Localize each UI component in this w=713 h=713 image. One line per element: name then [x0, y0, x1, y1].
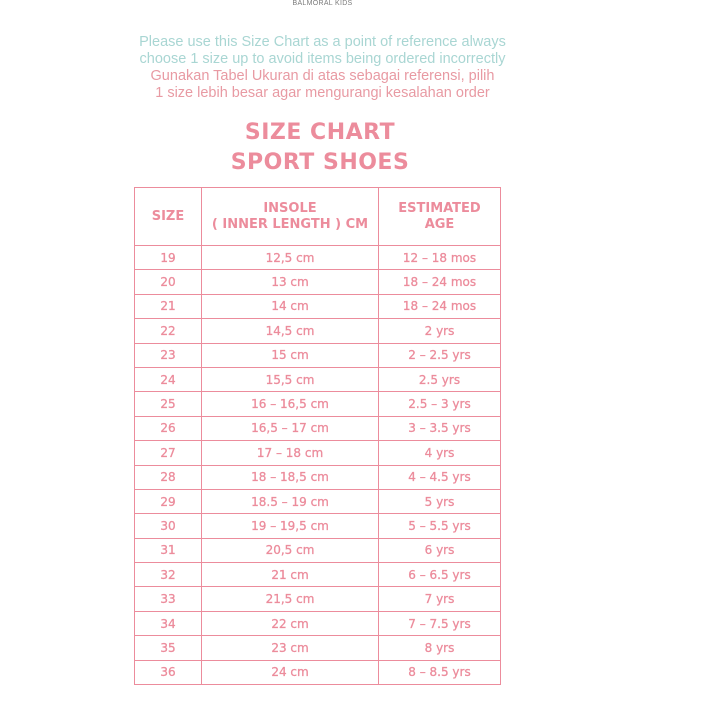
table-row	[135, 538, 501, 562]
cell-size: 26	[135, 416, 202, 440]
notice-indonesian-line: Gunakan Tabel Ukuran di atas sebagai referensi, pilih	[150, 68, 495, 84]
cell-age: 2 yrs	[379, 319, 501, 343]
cell-age: 8 yrs	[379, 636, 501, 660]
cell-size: 27	[135, 441, 202, 465]
chart-subtitle: SPORT SHOES	[230, 150, 410, 175]
notice-english-line: Please use this Size Chart as a point of reference always	[139, 34, 506, 50]
cell-insole: 12,5 cm	[202, 246, 379, 270]
cell-size: 30	[135, 514, 202, 538]
cell-age: 2.5 yrs	[379, 367, 501, 391]
notice-english	[0, 34, 645, 68]
cell-size: 25	[135, 392, 202, 416]
header-size	[135, 188, 202, 246]
brand-logo-text: BALMORAL KIDS	[292, 0, 353, 7]
cell-insole: 18.5 – 19 cm	[202, 489, 379, 513]
cell-age: 8 – 8.5 yrs	[379, 660, 501, 684]
table-row	[135, 636, 501, 660]
cell-insole: 17 – 18 cm	[202, 441, 379, 465]
cell-size: 19	[135, 246, 202, 270]
cell-size: 34	[135, 611, 202, 635]
cell-age: 4 – 4.5 yrs	[379, 465, 501, 489]
cell-insole: 13 cm	[202, 270, 379, 294]
notice-english-line: choose 1 size up to avoid items being ordered incorrectly	[139, 51, 506, 67]
cell-insole: 15 cm	[202, 343, 379, 367]
cell-size: 20	[135, 270, 202, 294]
cell-age: 3 – 3.5 yrs	[379, 416, 501, 440]
table-row	[135, 514, 501, 538]
table-row	[135, 270, 501, 294]
table-header-row	[135, 188, 501, 246]
table-row	[135, 563, 501, 587]
cell-age: 7 yrs	[379, 587, 501, 611]
cell-age: 18 – 24 mos	[379, 294, 501, 318]
header-age-line2: AGE	[424, 216, 455, 232]
table-row	[135, 416, 501, 440]
cell-size: 31	[135, 538, 202, 562]
cell-insole: 14 cm	[202, 294, 379, 318]
cell-age: 5 yrs	[379, 489, 501, 513]
cell-insole: 16 – 16,5 cm	[202, 392, 379, 416]
cell-age: 18 – 24 mos	[379, 270, 501, 294]
table-row	[135, 611, 501, 635]
cell-insole: 15,5 cm	[202, 367, 379, 391]
table-row	[135, 343, 501, 367]
cell-age: 4 yrs	[379, 441, 501, 465]
header-age-line1: ESTIMATED	[398, 200, 481, 216]
table-row	[135, 392, 501, 416]
cell-age: 7 – 7.5 yrs	[379, 611, 501, 635]
cell-size: 29	[135, 489, 202, 513]
cell-size: 22	[135, 319, 202, 343]
cell-insole: 18 – 18,5 cm	[202, 465, 379, 489]
cell-insole: 21,5 cm	[202, 587, 379, 611]
cell-insole: 23 cm	[202, 636, 379, 660]
cell-size: 32	[135, 563, 202, 587]
header-estimated-age	[379, 188, 501, 246]
cell-age: 2.5 – 3 yrs	[379, 392, 501, 416]
cell-size: 24	[135, 367, 202, 391]
cell-size: 23	[135, 343, 202, 367]
notice-indonesian	[0, 68, 645, 102]
cell-age: 5 – 5.5 yrs	[379, 514, 501, 538]
header-insole	[202, 188, 379, 246]
cell-insole: 16,5 – 17 cm	[202, 416, 379, 440]
header-insole-line1: INSOLE	[263, 200, 317, 216]
cell-insole: 19 – 19,5 cm	[202, 514, 379, 538]
cell-size: 36	[135, 660, 202, 684]
cell-age: 2 – 2.5 yrs	[379, 343, 501, 367]
table-row	[135, 441, 501, 465]
cell-size: 28	[135, 465, 202, 489]
cell-size: 33	[135, 587, 202, 611]
cell-size: 35	[135, 636, 202, 660]
table-row	[135, 489, 501, 513]
table-row	[135, 587, 501, 611]
table-row	[135, 660, 501, 684]
cell-age: 6 – 6.5 yrs	[379, 563, 501, 587]
table-row	[135, 294, 501, 318]
table-row	[135, 246, 501, 270]
cell-age: 12 – 18 mos	[379, 246, 501, 270]
cell-insole: 22 cm	[202, 611, 379, 635]
cell-age: 6 yrs	[379, 538, 501, 562]
cell-insole: 21 cm	[202, 563, 379, 587]
table-row	[135, 465, 501, 489]
cell-insole: 14,5 cm	[202, 319, 379, 343]
table-row	[135, 367, 501, 391]
table-row	[135, 319, 501, 343]
header-size-label: SIZE	[151, 208, 185, 224]
cell-insole: 20,5 cm	[202, 538, 379, 562]
header-insole-line2: ( INNER LENGTH ) CM	[211, 216, 369, 232]
size-chart-table	[134, 187, 501, 685]
cell-size: 21	[135, 294, 202, 318]
table-body	[135, 246, 501, 685]
notice-indonesian-line: 1 size lebih besar agar mengurangi kesalahan order	[155, 85, 490, 101]
chart-title: SIZE CHART	[244, 120, 396, 145]
cell-insole: 24 cm	[202, 660, 379, 684]
